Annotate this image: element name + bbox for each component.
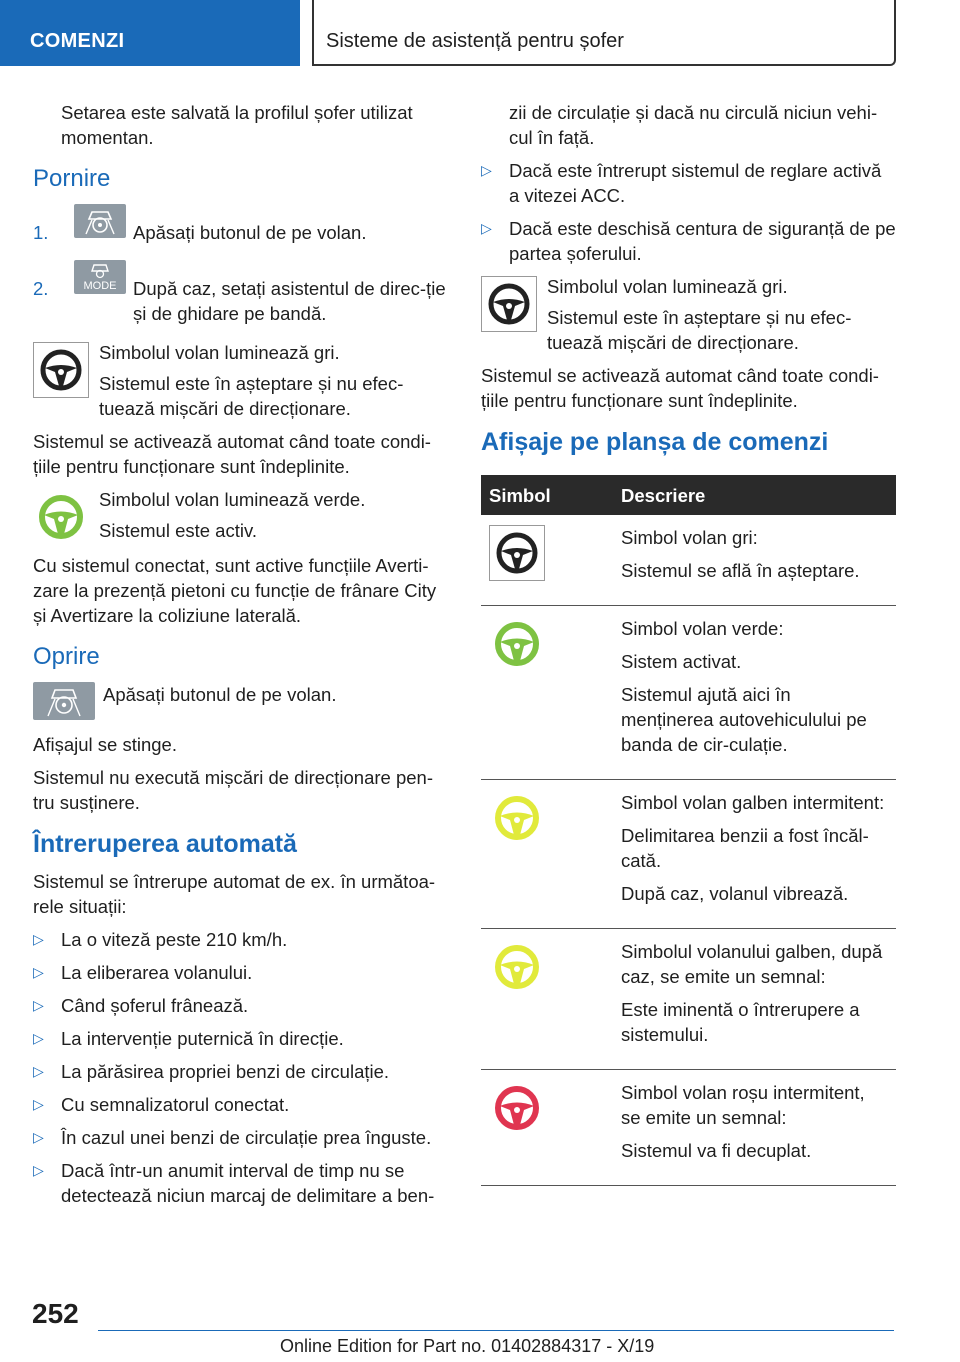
triangle-bullet-icon: ▷	[33, 964, 44, 980]
chapter-tab	[0, 0, 300, 66]
interrupt-list	[33, 927, 447, 1208]
description-cell: Simbol volan galben intermitent: Delimitarea benzii a fost încăl-cată. După caz, volanul vibrează.	[601, 780, 896, 929]
symbol-line-1: Simbolul volan luminează gri.	[99, 342, 340, 363]
symbol-cell	[481, 515, 601, 606]
step-2	[33, 260, 447, 326]
step-text: După caz, setați asistentul de direc-ție și de ghidare pe bandă.	[133, 278, 446, 324]
chapter-title: COMENZI	[30, 30, 125, 52]
triangle-bullet-icon: ▷	[33, 997, 44, 1013]
triangle-bullet-icon: ▷	[481, 220, 492, 236]
triangle-bullet-icon: ▷	[33, 1096, 44, 1112]
section-title: Sisteme de asistență pentru șofer	[326, 30, 624, 52]
step-1	[33, 204, 447, 246]
steering-wheel-yellow-icon	[489, 939, 545, 995]
steering-assist-button-icon	[33, 682, 95, 720]
mode-button-icon	[74, 260, 126, 294]
symbol-line-2: Sistemul este în așteptare și nu efec-tuează mișcări de direcționare.	[547, 307, 852, 353]
col-header-description: Descriere	[601, 475, 896, 515]
page-number: 252	[32, 1298, 79, 1329]
right-column	[481, 100, 896, 1186]
start-heading: Pornire	[33, 165, 111, 192]
connected-text: Cu sistemul conectat, sunt active funcțiile Averti-zare la prezență pietoni cu funcție de frânare City și Avertizare la coliziune laterală.	[33, 555, 437, 626]
list-item: ▷ La intervenție puternică în direcție.	[33, 1028, 344, 1049]
list-item: ▷ Cu semnalizatorul conectat.	[33, 1094, 290, 1115]
continuation-text: zii de circulație și dacă nu circulă niciun vehi-cul în față.	[509, 102, 878, 148]
description-cell: Simbol volan roșu intermitent, se emite un semnal: Sistemul va fi decuplat.	[601, 1070, 896, 1186]
steering-wheel-red-icon	[489, 1080, 545, 1136]
table-row	[481, 515, 896, 606]
symbol-cell	[481, 1070, 601, 1186]
grey-symbol-row	[481, 274, 896, 355]
symbol-cell	[481, 929, 601, 1070]
triangle-bullet-icon: ▷	[33, 1030, 44, 1046]
grey-symbol-row	[33, 340, 447, 421]
col-header-symbol: Simbol	[481, 475, 601, 515]
list-item: ▷ La o viteză peste 210 km/h.	[33, 929, 288, 950]
interrupt-list-continued	[481, 158, 896, 266]
left-column	[33, 100, 447, 1216]
description-cell: Simbolul volanului galben, după caz, se emite un semnal: Este iminentă o întrerupere a sistemului.	[601, 929, 896, 1070]
stop-text: Apăsați butonul de pe volan.	[103, 684, 337, 705]
steering-assist-button-icon	[74, 204, 126, 238]
symbol-line-1: Simbolul volan luminează gri.	[547, 276, 788, 297]
steering-wheel-green-icon	[33, 489, 89, 551]
step-text: Apăsați butonul de pe volan.	[133, 222, 367, 243]
auto-activate-text: Sistemul se activează automat când toate condi-țiile pentru funcționare sunt îndeplinite.	[33, 431, 431, 477]
interrupt-intro: Sistemul se întrerupe automat de ex. în următoa-rele situații:	[33, 871, 436, 917]
list-item: ▷ La părăsirea propriei benzi de circulație.	[33, 1061, 390, 1082]
triangle-bullet-icon: ▷	[481, 162, 492, 178]
table-row	[481, 929, 896, 1070]
triangle-bullet-icon: ▷	[33, 931, 44, 947]
steering-wheel-green-icon	[489, 616, 545, 672]
display-heading: Afișaje pe planșa de comenzi	[481, 428, 829, 456]
step-number: 1.	[33, 222, 49, 243]
symbol-cell	[481, 780, 601, 929]
steering-wheel-grey-icon	[489, 525, 545, 581]
section-header	[312, 0, 896, 66]
steering-wheel-grey-icon	[33, 342, 89, 404]
steering-wheel-yellow-icon	[489, 790, 545, 846]
list-item: ▷ La eliberarea volanului.	[33, 962, 253, 983]
triangle-bullet-icon: ▷	[33, 1162, 44, 1178]
stop-row	[33, 682, 447, 722]
description-cell: Simbol volan verde: Sistem activat. Sistemul ajută aici în menținerea autovehiculului pe banda de cir-culație.	[601, 606, 896, 780]
description-cell: Simbol volan gri: Sistemul se află în așteptare.	[601, 515, 896, 606]
no-steering-text: Sistemul nu execută mișcări de direcționare pen-tru susținere.	[33, 767, 433, 813]
interrupt-heading: Întreruperea automată	[33, 830, 297, 858]
triangle-bullet-icon: ▷	[33, 1063, 44, 1079]
symbol-line-2: Sistemul este în așteptare și nu efec-tuează mișcări de direcționare.	[99, 373, 404, 419]
list-item: ▷ Dacă este întrerupt sistemul de reglare activă a vitezei ACC.	[481, 160, 882, 206]
footer-divider	[98, 1330, 894, 1331]
symbol-cell	[481, 606, 601, 780]
stop-heading: Oprire	[33, 643, 100, 670]
symbol-line-1: Simbolul volan luminează verde.	[99, 489, 366, 510]
display-off-text: Afișajul se stinge.	[33, 734, 177, 755]
list-item: ▷ Dacă într-un anumit interval de timp nu se detectează niciun marcaj de delimitare a ben-	[33, 1160, 435, 1206]
step-number: 2.	[33, 278, 49, 299]
edition-text: Online Edition for Part no. 01402884317 - X/19	[280, 1336, 655, 1356]
table-row	[481, 1070, 896, 1186]
list-item: ▷ În cazul unei benzi de circulație prea înguste.	[33, 1127, 432, 1148]
green-symbol-row	[33, 487, 447, 545]
table-row	[481, 780, 896, 929]
symbol-table	[481, 475, 896, 1186]
table-row	[481, 606, 896, 780]
mode-label: MODE	[83, 280, 117, 292]
list-item: ▷ Dacă este deschisă centura de siguranță de pe partea șoferului.	[481, 218, 896, 264]
intro-text: Setarea este salvată la profilul șofer utilizat momentan.	[61, 102, 413, 148]
steering-wheel-grey-icon	[481, 276, 537, 338]
triangle-bullet-icon: ▷	[33, 1129, 44, 1145]
list-item: ▷ Când șoferul frânează.	[33, 995, 249, 1016]
symbol-line-2: Sistemul este activ.	[99, 520, 257, 541]
auto-activate-text: Sistemul se activează automat când toate condi-țiile pentru funcționare sunt îndeplinite.	[481, 365, 879, 411]
